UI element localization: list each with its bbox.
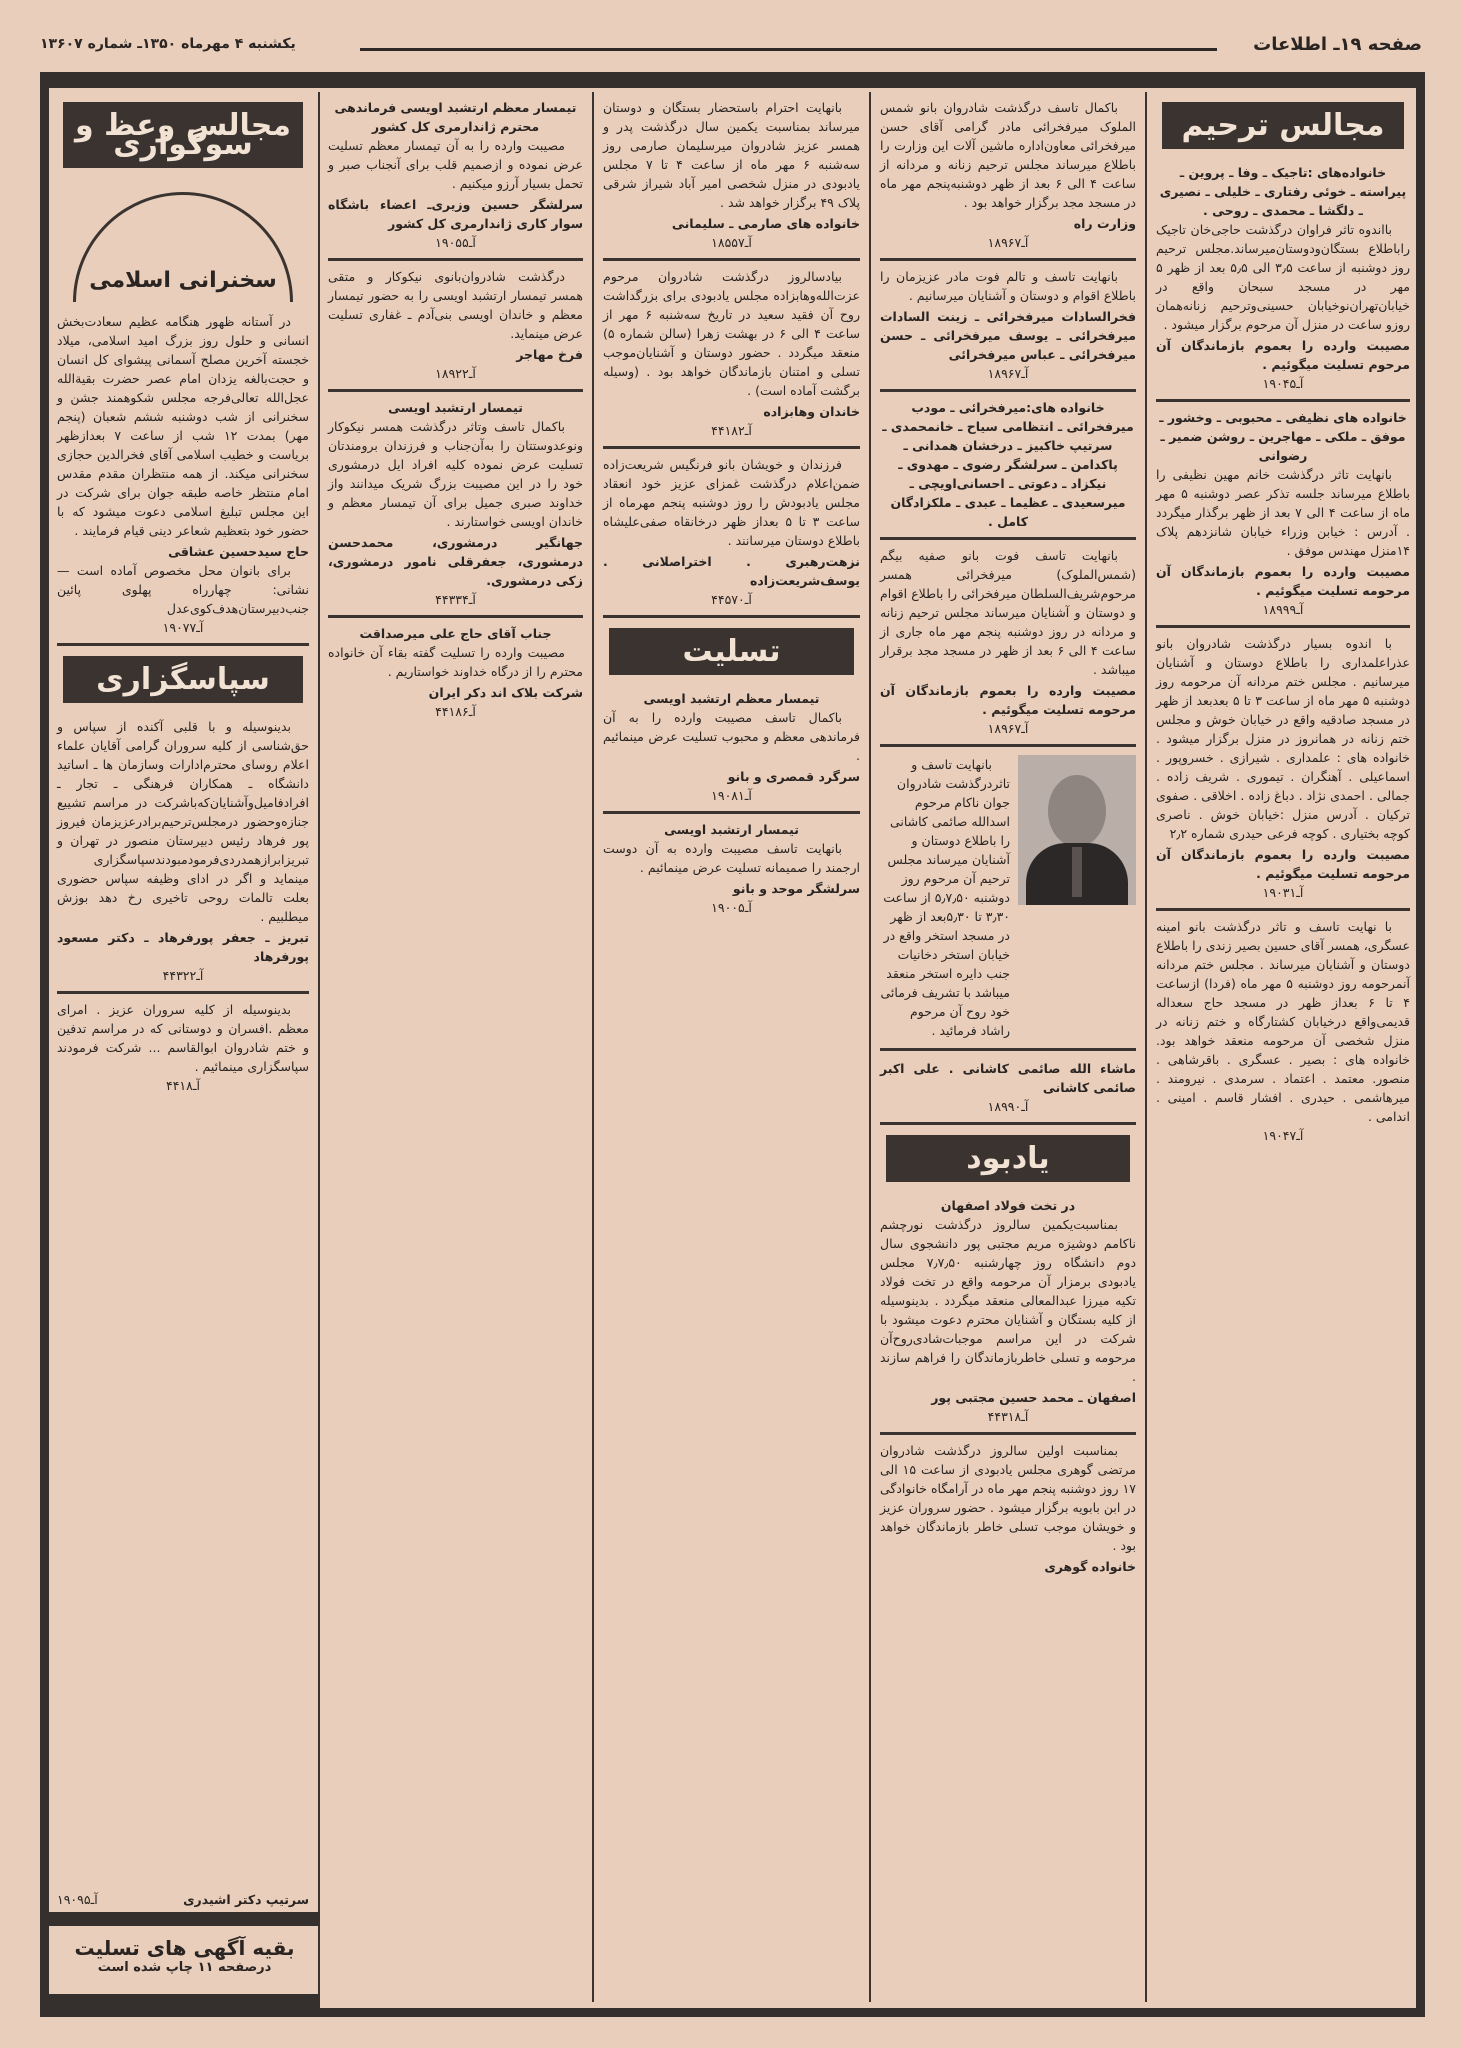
ad-code: آـ۱۸۹۶۷ xyxy=(987,235,1029,250)
portrait-photo xyxy=(1018,755,1136,905)
ad-code: آـ۴۴۵۷۰ xyxy=(711,592,752,607)
notice-title: تیمسار معظم ارتشبد اویسی xyxy=(643,691,820,706)
notice-body: بانهایت تاسف فوت بانو صفیه بیگم (شمس‌الملوک) میرفخرائی همسر مرحوم‌شریف‌السلطان میرفخرائی را باطلاع اقوام و دوستان و آشنایان میرساند مجلس ترحیم زنانه و مردانه در روز دوشنبه پنجم مهر ماه جاری از ساعت ۴ الی ۶ بعد از ظهر در مسجد مجد برقرار میباشد . xyxy=(880,548,1136,677)
ad-code: آـ۴۴۳۳۴ xyxy=(435,592,476,607)
ad-code: آـ۱۹۰۳۱ xyxy=(1262,885,1304,900)
ad-code: آـ۱۸۵۵۷ xyxy=(711,235,752,250)
notice-signature: سرگرد قمصری و بانو xyxy=(727,769,860,784)
notice-body: بانهایت تاثر درگذشت خانم مهین نظیفی را باطلاع میرساند جلسه تذکر عصر دوشنبه ۵ مهر ماه از ساعت ۴ الی ۷ بعد از ظهر برگذار میگردد . آدرس : خیابن وزراء خیابان شانزدهم پلاک ۱۴منزل مهندس موفق . xyxy=(1156,467,1411,558)
photo-tie xyxy=(1072,847,1082,897)
notice-title: خانواده های:میرفخرائی ـ مودب میرفخرائی ـ انتظامی سیاح ـ خانمحمدی ـ سرتیپ خاکبیز ـ درخشان همدانی ـ پاکدامن ـ سرلشگر رضوی ـ مهدوی ـ نیکزاد ـ دعوتی ـ احسانی‌اویچی ـ میرسعیدی ـ عظیما ـ عبدی ـ ملکزادگان کامل . xyxy=(882,400,1134,529)
ad-code: آـ۱۸۹۹۰ xyxy=(987,1099,1029,1114)
notice-signature: سرلشگر موحد و بانو xyxy=(732,881,860,896)
notice-body: بانهایت تاسف و تالم فوت مادر عزیزمان را باطلاع اقوام و دوستان و آشنایان میرسانیم . xyxy=(880,269,1136,303)
notice-body: بیادسالروز درگذشت شادروان مرحوم عزت‌الله‌وهابزاده مجلس یادبودی برای بزرگداشت روح آن فقید سعید در تاریخ سه‌شنبه ۶ مهر از ساعت ۴ الی ۶ در بهشت زهرا (سالن شماره ۵) منعقد میگردد . حضور دوستان و آشنایان‌موجب تسلی و امتنان بازماندگان خواهد بود . (وسیله برگشت آماده است) . xyxy=(603,269,860,398)
notice xyxy=(603,683,860,814)
photo-notice-signature xyxy=(880,1051,1136,1125)
ad-code: آـ۱۹۰۰۵ xyxy=(711,900,752,915)
notice-title: خانواده‌های :تاجیک ـ وفا ـ پروین ـ پیراسته ـ خوئی رفتاری ـ خلیلی ـ نصیری ـ دلگشا ـ محمدی ـ روحی . xyxy=(1159,165,1407,218)
column-5 xyxy=(49,92,317,1907)
notice-title: جناب آقای حاج علی میرصداقت xyxy=(359,626,552,641)
section-heading: مجالس ترحیم xyxy=(1162,102,1404,149)
column-divider xyxy=(1145,92,1147,2002)
column-3 xyxy=(595,92,868,2002)
ad-code: آـ۴۴۳۱۸ xyxy=(987,1409,1029,1424)
notice-body: بدینوسیله از کلیه سروران عزیز . امرای معظم .افسران و دوستانی که در مراسم تدفین و ختم شادروان ابوالقاسم ... شرکت فرمودند سپاسگزاری مینمائیم . xyxy=(57,1002,309,1074)
notice xyxy=(328,618,583,727)
notice-body: با اندوه بسیار درگذشت شادروان بانو عذراعلمداری را باطلاع دوستان و آشنایان میرسانیم . مجلس ختم مردانه آن مرحومه روز دوشنبه ۵ مهر ماه از ساعت ۳ تا ۵ بعدبعد از ظهر در مسجد صادقیه واقع در خیابان خوش و مجلس ختم زنانه در همانروز در منزل برگزار میشود . خانواده های : علمداری . شیرازی . خسروپور . اسماعیلی . آهنگران . تیموری . شریف زاده . جمالی . احمدی نژاد . دباغ زاده . اخلاقی . صفوی ترکیان . آدرس منزل :خیابان خوش . ناصری کوچه بختیاری . کوچه فرعی حیدری شماره ۲٫۲ xyxy=(1156,636,1410,841)
notice-signature: وزارت راه xyxy=(1073,216,1136,231)
notice xyxy=(1156,628,1410,911)
notice-signature: مصیبت وارده را بعموم بازماندگان آن مرحوم تسلیت میگوئیم . xyxy=(1156,338,1410,372)
notice xyxy=(328,261,583,392)
section-heading: مجالس وعظ و سوگواری xyxy=(63,102,303,168)
notice xyxy=(880,92,1136,261)
notice xyxy=(328,392,583,618)
notice-body: بمناسبت اولین سالروز درگذشت شادروان مرتضی گوهری مجلس یادبودی از ساعت ۱۵ الی ۱۷ روز دوشنبه پنجم مهر ماه در آرامگاه خانوادگی در ابن بابویه برگزار میشود . حضور سروران عزیز و خویشان موجب تسلی خاطر بازماندگان خواهد بود . xyxy=(880,1443,1136,1553)
notice xyxy=(1156,157,1410,402)
notice-signature: خانواده های صارمی ـ سلیمانی xyxy=(671,216,860,231)
ad-code: آـ۱۸۹۶۷ xyxy=(987,366,1029,381)
ad-code: آـ۱۸۹۲۲ xyxy=(435,366,476,381)
notice-title: تیمسار ارتشبد اویسی xyxy=(664,822,799,837)
notice-body: باکمال تاسف وتاثر درگذشت همسر نیکوکار ونوعدوستتان را به‌آن‌جناب و فرزندان برومندتان تسلیت عرض نموده کلیه افراد ایل درمشوری خود را در این مصیبت بزرگ شریک میدانند واز خداوند صبری جمیل برای آن تیمسار معظم و خاندان اویسی خواستارند . xyxy=(328,419,583,529)
notice-signature: فخرالسادات میرفخرائی ـ زینت السادات میرفخرائی ـ یوسف میرفخرائی ـ حسن میرفخرائی ـ عباس میرفخرائی xyxy=(880,309,1136,362)
notice-body: در آستانه ظهور هنگامه عظیم سعادت‌بخش انسانی و حلول روز بزرگ امید اسلامی، میلاد خجسته آخرین مصلح آسمانی پیشوای کل انسان و حجت‌بالغه یزدان امام عصر حضرت بقیةالله عجل‌الله تعالی‌فرجه مجلس شکوهمند جشن و سخنرانی از شب دوشنبه ششم شعبان (پنجم مهر) بمدت ۱۲ شب از ساعت ۷ بعدازظهر بریاست و خطیب اسلامی آقای فخرالدین حجازی سخنرانی میکند. از همه منتظران مقدم مقدس امام منتظر خاصه طبقه جوان برای شرکت در این مجلس تبلیغ اسلامی دعوت میشود که با حضور خود بتعظیم شعاعر دینی قیام فرمایند . xyxy=(57,314,309,538)
notice-body: بانهایت تاسف و تاثردرگذشت شادروان جوان ناکام مرحوم اسدالله صائمی کاشانی را باطلاع دوستان و آشنایان میرساند مجلس ترحیم آن مرحوم روز دوشنبه ۵٫۷٫۵۰ از ساعت ۳٫۳۰ تا ۵٫۳۰بعد از ظهر در مسجد استخر واقع در خیابان استخر دخانیات جنب دایره استخر منعقد میباشد با تشریف فرمائی خود روح آن مرحوم راشاد فرمائید . xyxy=(880,757,1010,1038)
ad-code: آـ۱۸۹۹۹ xyxy=(1262,602,1304,617)
notice-signature: تبریز ـ جعفر پورفرهاد ـ دکتر مسعود پورفرهاد xyxy=(57,930,309,964)
notice-title: تیمسار معظم ارتشبد اویسی فرماندهی محترم ژاندارمری کل کشور xyxy=(334,100,577,134)
ad-code: آـ۱۹۰۴۷ xyxy=(1262,1128,1304,1143)
notice-signature: فرخ مهاجر xyxy=(516,347,583,362)
column-divider xyxy=(869,92,871,2002)
masthead-rule xyxy=(360,48,1217,51)
notice xyxy=(880,540,1136,747)
notice-title: تیمسار ارتشبد اویسی xyxy=(388,400,523,415)
notice-body: بانهایت احترام باستحضار بستگان و دوستان میرساند بمناسبت یکمین سال درگذشت پدر و همسر عزیز شادروان میرسلیمان صارمی روز سه‌شنبه ۶ مهر ماه از ساعت ۴ تا ۷ مجلس یادبودی در منزل شخصی امیر آباد شیراز شرقی پلاک ۴۹ برگزار خواهد شد . xyxy=(603,100,860,210)
ad-code: آـ۴۴۱۸ xyxy=(166,1078,200,1093)
notice-signature: اصفهان ـ محمد حسین مجتبی پور xyxy=(931,1390,1136,1405)
notice-signature: نزهت‌رهبری . اختراصلانی . یوسف‌شریعت‌زاده xyxy=(603,554,860,588)
notice-signature: حاج سیدحسین عشاقی xyxy=(168,544,309,559)
ad-code: آـ۱۹۰۷۷ xyxy=(162,620,204,635)
notice xyxy=(603,92,860,261)
notice-body: فرزندان و خویشان بانو فرنگیس شریعت‌زاده ضمن‌اعلام درگذشت غمزای عزیز خود انعقاد مجلس یادبودش را روز دوشنبه پنجم مهرماه از ساعت ۳ تا ۵ بعداز ظهر درخانقاه صفی‌علیشاه باطلاع دوستان میرسانند . xyxy=(603,457,860,548)
more-notices-title: بقیه آگهی های تسلیت xyxy=(74,1936,295,1960)
notice-body: بااندوه تاثر فراوان درگذشت حاجی‌خان تاجیک راباطلاع بستگان‌ودوستان‌میرساند.مجلس ترحیم روز دوشنبه از ساعت ۳٫۵ الی ۵٫۵ بعد از ظهر ۵ مهر در مسجد سبحان واقع در خیابان‌تهران‌نو‌خیابان حسینی‌وترحیم زنانه‌همان روزو ساعت در منزل آن مرحوم برگزار میشود . xyxy=(1156,222,1410,332)
notice xyxy=(603,449,860,618)
page-label: صفحه ۱۹ـ اطلاعات xyxy=(1253,34,1422,55)
ad-code: آـ۴۴۱۸۶ xyxy=(435,704,476,719)
notice xyxy=(57,711,309,994)
notice-signature: مصیبت وارده را بعموم بازماندگان آن مرحومه تسلیت میگوئیم . xyxy=(880,683,1136,717)
notice-title: خانواده های نظیفی ـ محبوبی ـ وخشور ـ موفق ـ ملکی ـ مهاجرین ـ روشن ضمیر ـ رضوانی xyxy=(1159,410,1407,463)
more-notices-box xyxy=(49,1912,320,2008)
notice xyxy=(880,392,1136,540)
section-heading: سپاسگزاری xyxy=(63,656,303,703)
more-notices-subtitle: درصفحه ۱۱ چاپ شده است xyxy=(97,1960,272,1975)
notice xyxy=(603,261,860,449)
notice xyxy=(603,814,860,923)
column-divider xyxy=(592,92,594,2002)
ad-code: آـ۱۹۰۴۵ xyxy=(1262,376,1304,391)
notice xyxy=(328,92,583,261)
notice xyxy=(57,176,309,646)
notice xyxy=(1156,402,1410,628)
column-1 xyxy=(1148,92,1418,2002)
ad-code: آـ۱۹۰۵۵ xyxy=(435,235,476,250)
column-2 xyxy=(872,92,1144,2002)
notice-signature: جهانگیر درمشوری، محمدحسن درمشوری، جعفرقلی نامور درمشوری، زکی درمشوری. xyxy=(328,535,583,588)
column-4 xyxy=(320,92,591,2002)
masthead xyxy=(40,30,1422,60)
notice xyxy=(880,261,1136,392)
notice-body: مصیبت وارده را به آن تیمسار معظم تسلیت عرض نموده و ازصمیم قلب برای آنجناب صبر و تحمل بسیار آرزو میکنیم . xyxy=(328,138,583,191)
photo-head xyxy=(1048,775,1106,847)
column-divider xyxy=(318,92,320,2002)
ad-code: آـ۱۹۰۹۵ xyxy=(57,1892,98,1907)
signature: سرتیپ دکتر اشیدری xyxy=(183,1892,309,1907)
section-heading: تسلیت xyxy=(609,628,854,675)
notice xyxy=(57,994,309,1101)
notice-body: بمناسبت‌یکمین سالروز درگذشت نورچشم ناکامم دوشیزه مریم مجتبی پور دانشجوی سال دوم دانشگاه روز چهارشنبه ۷٫۷٫۵۰ مجلس یادبودی برمزار آن مرحومه واقع در تخت فولاد تکیه میرزا عبدالمعالی منعقد میگردد . بدینوسیله از کلیه بستگان و آشنایان محترم دعوت میشود با شرکت در این مراسم موجبات‌شادی‌روح‌آن مرحومه و تسلی خاطربازماندگان را فراهم سازند . xyxy=(880,1217,1137,1384)
notice-signature: شرکت بلاک اند دکر ایران xyxy=(428,685,583,700)
notice xyxy=(1156,911,1410,1151)
emblem-logo: سخنرانی اسلامی xyxy=(73,192,293,302)
ad-code: آـ۱۹۰۸۱ xyxy=(711,788,752,803)
notice xyxy=(880,1435,1136,1582)
notice-body: بدینوسیله و با قلبی آکنده از سپاس و حق‌شناسی از کلیه سروران گرامی آقایان علماء اعلام روسای محترم‌ادارات وسازمان ها ـ اساتید دانشگاه ـ همکاران فرهنگی ـ تجار ـ افرادفامیل‌وآشنایان‌که‌باشرکت در مراسم تشییع جنازه‌وحضور درمجلس‌ترحیم‌برادرعزیزمان فیروز پور فرهاد رئیس دبیرستان منصور در تهران و تبریزابرازهمدردی‌فرمودمبودندسپاسگزاری مینماید و اگر در ادای وظیفه سپاس حضوری بعلت تالمات روحی تاخیری رخ دهد بوزش میطلبیم . xyxy=(57,719,309,924)
notice-body: بانهایت تاسف مصیبت وارده به آن دوست ارجمند را صمیمانه تسلیت عرض مینمائیم . xyxy=(603,841,860,875)
ad-code: آـ۴۴۱۸۲ xyxy=(711,423,752,438)
notice-body: درگذشت شادروان‌بانوی نیکوکار و متقی همسر تیمسار ارتشبد اویسی را به حضور تیمسار معظم و خاندان اویسی بنی‌آدم ـ غفاری تسلیت عرض مینماید. xyxy=(328,269,583,341)
issue-date: یکشنبه ۴ مهرماه ۱۳۵۰ـ شماره ۱۳۶۰۷ xyxy=(40,36,296,52)
notice xyxy=(880,747,1136,1051)
section-heading: یادبود xyxy=(886,1135,1130,1182)
notice-body: با نهایت تاسف و تاثر درگذشت بانو امینه عسگری، همسر آقای حسین بصیر زندی را باطلاع دوستان و آشنایان میرساند . مجلس ختم مردانه آنمرحومه روز دوشنبه ۵ مهر ماه (فردا) ازساعت ۴ تا ۶ بعداز ظهر در مسجد حاج سعداله قدیمی‌واقع درخیابان کشتارگاه و ختم زنانه در منزل شخصی آن مرحومه منعقد خواهد بود. خانواده های : بصیر . عسگری . باقرشاهی . منصور. معتمد . اعتماد . سرمدی . نیرومند . میرهاشمی . حیدری . افشار قاسم . امینی . اندامی . xyxy=(1156,919,1410,1124)
ad-code: آـ۱۸۹۶۷ xyxy=(987,721,1029,736)
notice xyxy=(880,1190,1136,1435)
notice-signature: سرلشگر حسین وزیری‌ـ اعضاء باشگاه سوار کاری ژاندارمری کل کشور xyxy=(328,197,583,231)
ad-code: آـ۴۴۳۲۲ xyxy=(162,968,204,983)
notice-body: مصیبت وارده را تسلیت گفته بقاء آن خانواده محترم را از درگاه خداوند خواستاریم . xyxy=(328,645,583,679)
notice-body: باکمال تاسف مصیبت وارده را به آن فرماندهی معظم و محبوب تسلیت عرض مینمائیم . xyxy=(603,710,860,763)
notice-signature: مصیبت وارده را بعموم بازماندگان آن مرحومه تسلیت میگوئیم . xyxy=(1156,564,1410,598)
notice-signature: خاندان وهابزاده xyxy=(763,404,860,419)
notice-signature: مصیبت وارده را بعموم بازماندگان آن مرحومه تسلیت میگوئیم . xyxy=(1156,847,1410,881)
notice-title: در تخت فولاد اصفهان xyxy=(940,1198,1076,1213)
photo-notice-text xyxy=(880,755,1010,1040)
notice-extra: برای بانوان محل مخصوص آماده است — نشانی: چهارراه پهلوی پائین جنب‌دبیرستان‌هدف‌کوی‌عدل xyxy=(57,563,309,616)
notice-signature: ماشاء الله صائمی کاشانی . علی اکبر صائمی کاشانی xyxy=(880,1061,1136,1095)
notice-body: باکمال تاسف درگذشت شادروان بانو شمس الملوک میرفخرائی مادر گرامی آقای حسن میرفخرائی معاون‌اداره ماشین آلات این وزارت را باطلاع میرساند مجلس ترحیم زنانه و مردانه از ساعت ۴ الی ۶ بعد از ظهر دوشنبه‌پنجم مهر ماه در مسجد مجد برگزار خواهد بود . xyxy=(880,100,1136,210)
footer-above xyxy=(49,1890,317,1912)
notice-signature: خانواده گوهری xyxy=(1044,1559,1136,1574)
